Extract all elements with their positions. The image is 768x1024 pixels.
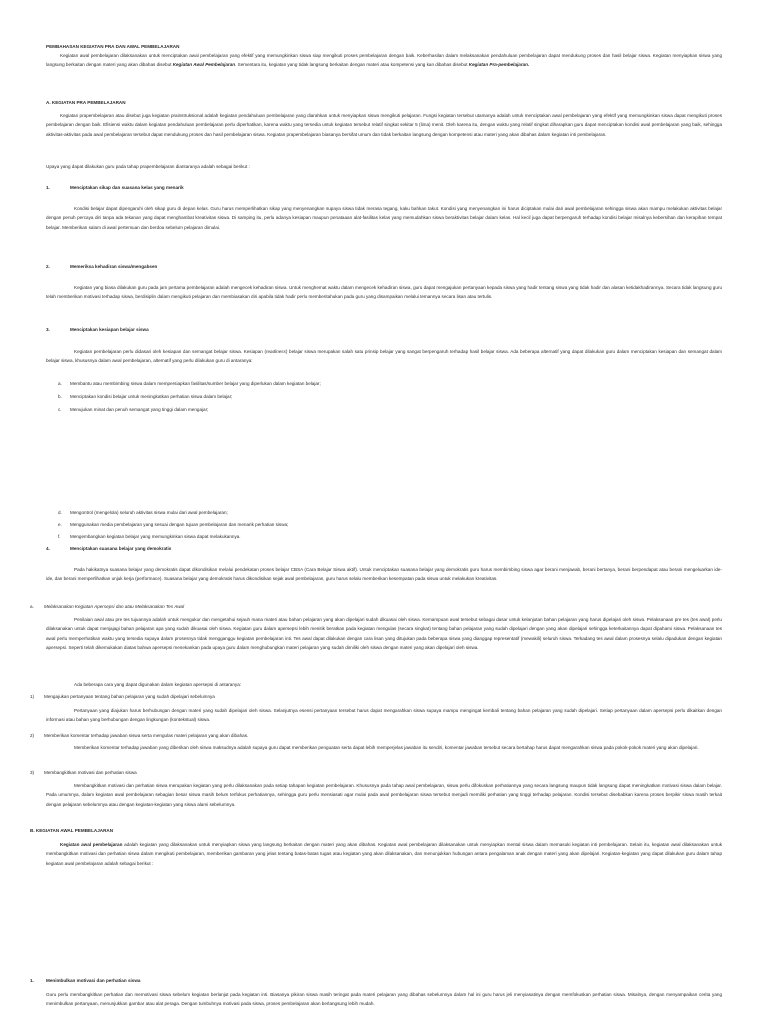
item-1-number: 1. [46,185,50,190]
list-text: Mengontrol (mengelola) seluruh aktivitas siswa mulai dari awal pembelajaran; [70,510,228,515]
apersepsi-heading [30,602,720,611]
way-marker: 3) [30,770,35,775]
way-marker: 1) [30,694,35,699]
list-marker: d. [58,510,62,515]
section-a-intro-list: Upaya yang dapat dilakukan guru pada tahap prapembelajaran diantaranya adalah sebagai berikut : [46,164,250,169]
apersepsi-intro: Ada beberapa cara yang dapat digunakan dalam kegiatan apersepsi di antaranya: [74,682,242,687]
list-text: Menggunakan media pembelajaran yang sesuai dengan tujuan pembelajaran dan menarik perhatian siswa; [70,522,289,527]
item-1-paragraph: Kondisi belajar dapat dipengaruhi oleh sikap guru di depan kelas. Guru harus memperlihatkan sikap yang menyenangkan supaya siswa tidak merasa tegang, kaku bahkan takut. Kondisi yang menyenangkan ini harus diciptakan mulai dari awal pembelajaran sehingga siswa akan mampu melakukan aktivitas belajar dengan penuh percaya diri tanpa ada tekanan yang dapat menghambat kreativitas siswa. Di samping itu, perlu adanya kesiapan maupun penataaan alat-fasilitas kelas yang memudahkan siswa beraktivitas belajar dalam kelas. Hal kecil juga dapat berpengaruh terhadap kondisi belajar misalnya kebersihan dan kerapihan tempat belajar. Memberikan salam di awal pertemuan dan berdoa sebelum pelajaran dimulai. [46,206,722,230]
item-1-title: Menciptakan sikap dan suasana kelas yang menarik [70,185,184,190]
intro-text-2: . Sementara itu, kegiatan yang tidak langsung berkaitan dengan materi atau kompetensi yang kan dibahas disebut [235,62,469,68]
item-3-paragraph [46,347,722,366]
apersepsi-way-3-desc: Membangkitkan motivasi dan perhatian siswa merupakan kegiatan yang perlu dilaksanakan pada setiap tahapan kegiatan pembelajaran. Khususnya pada tahap awal pembelajaran, siswa perlu difokuskan perhatiannya yang secara langsung maupun tidak langsung dapat meningkatkan motivasi siswa dalam belajar. Pada umumnya, dalam kegiatan awal pembelajaran sebagian besar siswa masih belum terfokus perhatiannya, sehingga guru perlu mensiasati agar mulai pada awal pembelajaran siswa tersebut menjadi memiliki perhatian yang tinggi terhadap pelajaran. Kondisi tersebut disebabkan karena proses berpikir siswa masih terkait dengan pelajaran sebelumnya atau dengan kegiatan-kegiatan yang siswa alami sebelumnya. [46,783,722,807]
list-marker: e. [58,522,62,527]
intro-term-1: Kegiatan Awal Pembelajaran [172,62,236,68]
list-item [58,532,698,541]
intro-text-1: Kegiatan awal pembelajaran dilaksanakan untuk menciptakan awal pembelajaran yang efektif yang memungkinkan siswa siap mengikuti proses pembelajaran dengan baik. Keberhasilan dalam melaksanakan pendahuluan pembelajaran dapat mendukung proses dan hasil belajar siswa. Kegiatan menyiapkan siswa yang langsung berkaitan dengan materi yang akan dibahas disebut [46,53,722,68]
list-text: Membantu atau membimbing siswa dalam mempersiapkan fasilitas/sumber belajar yang diperlukan dalam kegiatan belajar; [70,381,321,386]
list-marker: c. [58,407,62,412]
way-title: Mengajukan pertanyaan tentang bahan pelajaran yang sudah dipelajari sebelumnya [44,694,215,699]
item-3-title: Menciptakan kesiapan belajar siswa [70,327,149,332]
section-b-heading: B. KEGIATAN AWAL PEMBELAJARAN [30,828,114,833]
item-4-number: 4. [46,546,50,551]
apersepsi-way-2 [30,731,720,740]
section-a-paragraph: Kegiatan prapembelajaran atau disebut juga kegiatan prainstruksional adalah kegiatan pendahuluan pembelajaran yang diarahkan untuk menyiapkan siswa mengikuti pelajaran. Fungsi kegiatan tersebut utamanya adalah untuk menciptakan awal pembelajaran yang efektif yang memungkinkan siswa dapat mengikuti proses pembelajaran dengan baik. Efisiensi waktu dalam kegiatan pendahuluan pembelajaran perlu diperhatikan, karena waktu yang tersedia untuk kegiatan tersebut relatif singkat sekitar 5 (lima) menit. Oleh karena itu, dengan waktu yang relatif singkat diharapkan guru dapat menciptakan kondisi awal pembelajaran yang baik, sehingga aktivitas-aktivitas pada awal pembelajaran tersebut dapat mendukung proses dan hasil pembelajaran siswa. Kegiatan prapembelajaran biasanya bersifat umum dan tidak berkaitan langsung dengan kompetensi atau materi yang akan dibahas dalam kegiatan inti pembelajaran. [46,113,722,137]
apersepsi-way-1-desc: Pertanyaan yang diajukan harus berhubungan dengan materi yang sudah dipelajari oleh siswa. Selanjutnya esensi pertanyaan tersebut harus dapat mengarahkan siswa supaya mampu mengingat kembali tentang bahan pelajaran yang sudah dipelajari. Setiap pertanyaan dalam apersepsi perlu dikaitkan dengan informasi atau bahan yang berhubungan dengan lingkungan (kontekstual) siswa. [46,708,722,723]
list-item [58,392,698,401]
item-4-title: Menciptakan suasana belajar yang demokratis [70,546,172,551]
b1-number: 1. [30,978,34,983]
item-4-heading [46,544,722,553]
apersepsi-marker: a. [30,604,34,609]
list-item [58,405,698,414]
item-4-paragraph: Pada hakikatnya suasana belajar yang demokratis dapat dikondisikan melalui pendekatan proses belajar CBSA (Cara Belajar Siswa aktif). Untuk menciptakan suasana belajar yang demokratis guru harus membimbing siswa agar berani menjawab, berani bertanya, berani berpendapat atau berani mengeluarkan ide- ide, dan berani memperlihatkan unjuk kerja (performace). Suasana belajar yang demokratis harus dikondisikan sejak awal pembelajaran, guru harus selalu memberikan kesempatan pada siswa untuk melakukan kreativitas. [46,567,722,582]
b1-title: Menimbulkan motivasi dan perhatian siswa [46,978,141,983]
way-title: Memberikan komentar terhadap jawaban siswa serta mengulas materi pelajaran yang akan dibahas. [44,733,249,738]
apersepsi-way-3 [30,768,720,777]
b1-heading [30,976,720,985]
item-3-text-a: Kegiatan pembelajaran perlu didasari oleh kesiapan dan semangat belajar siswa. Kesiapan ( [74,349,266,354]
list-text: Menujukan minat dan penuh semangat yang tinggi dalam mengajar; [70,407,209,412]
list-item [58,379,698,388]
document-title: PEMBAHASAN KEGIATAN PRA DAN AWAL PEMBELAJARAN [46,44,180,49]
apersepsi-title: Melaksanakan Kegiatan Apersepsi dan atau Melaksanakan Tes Awal [44,604,185,609]
item-3-number: 3. [46,327,50,332]
intro-term-2: Kegiatan Pra-pembelajaran. [468,62,530,68]
list-item [58,508,698,517]
item-2-paragraph: Kegiatan yang biasa dilakukan guru pada jam pertama pembelajaran adalah mengecek kehadiran siswa. Untuk menghemat waktu dalam mengecek kehadiran siswa, guru dapat mengajukan pertanyaan kepada siswa yang hadir tentang siswa yang tidak hadir dan alasan ketidakhadirannya. Secara tidak langsung guru telah memberikan motivasi terhadap siswa, berdisiplin dalam mengikuti pelajaran dan membiasakan diri apabila tidak hadir perlu memberitahukan pada guru yang disampaikan melalui temannya secara lisan atau tertulis. [46,285,722,300]
list-marker: a. [58,381,62,386]
item-3-heading [46,325,722,334]
list-text: Mengembangkan kegiatan belajar yang memungkinkan siswa dapat melakukannya. [70,534,241,539]
apersepsi-way-2-desc: Memberikan komentar terhadap jawaban yang diberikan oleh siswa maksudnya adalah supaya guru dapat memberikan penguatan serta dapat lebih memperjelas jawaban itu sendiri, komentar jawaban tersebut secara bertahap harus dapat mengarahkan siswa pada pokok-pokok materi yang akan dipelajari. [74,745,699,750]
section-b-paragraph [46,840,722,868]
list-text: Menciptakan kondisi belajar untuk meningkatkan perhatian siswa dalam belajar; [70,394,233,399]
item-3-text-b: ) belajar siswa merupakan salah satu prinsip belajar yang sangat berpengaruh terhadap hasil belajar siswa. Ada beberapa alternatif yang dapat dilakukan guru dalam menciptakan kesiapan dan semangat dalam belajar siswa, khususnya dalam awal pembelajaran, alternatif yang perlu dilakukan guru di antaranya: [46,349,722,364]
way-title: Membangkitkan motivasi dan perhatian siswa [44,770,137,775]
way-marker: 2) [30,733,35,738]
section-b-text: adalah kegiatan yang dilaksanakan untuk menyiapkan siswa yang langsung berkaitan dengan materi yang akan dibahas. Kegiatan awal pembelajaran dilaksanakan untuk menyiapkan mental siswa dalam memasuki kegiatan inti pembelajaran. Selain itu, kegiatan awal dilaksanakan untuk membangkitkan motivasi dan perhatian siswa dalam mengikuti pembelajaran, memberikan gambaran yang jelas tentang batas-batas tugas atau kegiatan yang akan dilaksanakan, dan menunjukkan hubungan antara pengalaman anak dengan materi yang akan dipelajari. Kegiatan-kegiatan yang dapat dilakukan guru dalam tahap kegiatan awal pembelajaran adalah sebagai berikut : [46,842,723,866]
section-a-heading: A. KEGIATAN PRA PEMBELAJARAN [46,100,126,105]
list-marker: f. [58,534,61,539]
list-item [58,520,698,529]
intro-paragraph [46,51,722,70]
b1-paragraph: Guru perlu membangkitkan perhatian dan memotivasi siswa sebelum kegiatan berlanjut pada kegiatan inti. Biasanya pikiran siswa masih teringat pada materi pelajaran yang dibahas sebelumnya dalam hal ini guru harus jeli menyiasatinya dengan memfokuskan perhatian siswa. Misalnya, dengan menyampaikan cerita yang menimbulkan pertanyaan, menunjukkan gambar atau alat peraga. Dengan tumbuhnya motivasi pada siswa, proses pembelajaran akan berlangsung lebih mudah. [46,992,722,1007]
apersepsi-paragraph: Penilaian awal atau pre tes tujuannya adalah untuk mengukur dan mengetahui sejauh mana materi atau bahan pelajaran yang akan dipelajari sudah dikuasai oleh siswa. Kemampuan awal tersebut sebagai dasar untuk kelanjutan bahan pelajaran yang harus dipelajari oleh siswa. Pelaksanaan pre tes (tes awal) perlu dilaksanakan untuk dapat menjajagi bahan pelajaran apa yang sudah dikuasai oleh siswa. Kegiatan guru dalam apersepsi lebih menitik beratkan pada kegiatan mengulas (secara singkat) tentang bahan pelajaran yang sudah dipelajari dengan yang akan dipelajari sehingga keterkaitannya dapat dipahami siswa. Pelaksanaan tes awal perlu memperhatikan waktu yang tersedia supaya dalam prosesnya tidak mengganggu kegiatan pembelajaran inti. Tes awal dapat dilakukan dengan cara lisan yang ditujukan pada beberapa siswa yang dianggap representatif (mewakili) seluruh siswa. Terkadang tes awal dalam prosesnya selalu dipadukan dengan kegiatan apersepsi. Seperti telah dikemukakan diatas bahwa apersepsi menekankan pada upaya guru dalam menghubungkan materi pelajaran yang sudah dimiliki oleh siswa dengan materi yang akan dipelajari oleh siswa. [46,617,722,651]
item-1-heading [46,183,722,192]
apersepsi-way-1 [30,692,720,701]
list-marker: b. [58,394,62,399]
item-2-heading [46,262,722,271]
item-2-number: 2. [46,264,50,269]
section-b-lead: Kegiatan awal pembelajaran [60,842,123,847]
item-3-term: readiness [265,349,286,354]
item-2-title: Memeriksa kehadiran siswa/mengabsen [70,264,158,269]
